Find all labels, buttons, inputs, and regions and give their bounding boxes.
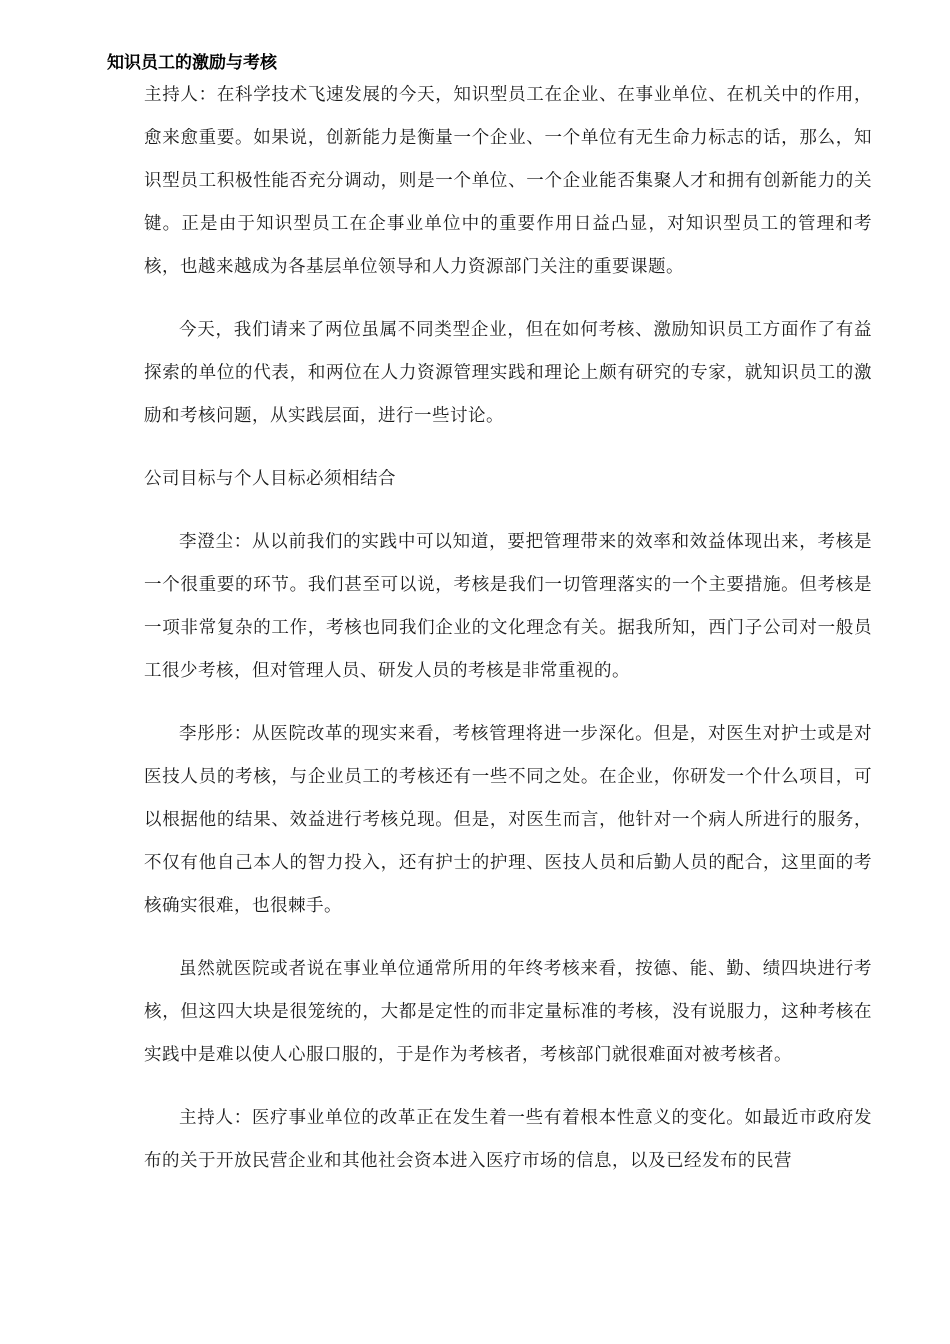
section-heading: 公司目标与个人目标必须相结合 (144, 469, 396, 489)
paragraph-gap (144, 438, 872, 458)
paragraph-gap (144, 693, 872, 713)
paragraph-host-intro: 主持人：在科学技术飞速发展的今天，知识型员工在企业、在事业单位、在机关中的作用，愈来愈重要。如果说，创新能力是衡量一个企业、一个单位有无生命力标志的话，那么，知识型员工积极性能否充分调动，则是一个单位、一个企业能否集聚人才和拥有创新能力的关键。正是由于知识型员工在企事业单位中的重要作用日益凸显，对知识型员工的管理和考核，也越来越成为各基层单位领导和人力资源部门关注的重要课题。 (144, 85, 872, 277)
paragraph-host-reform: 主持人：医疗事业单位的改革正在发生着一些有着根本性意义的变化。如最近市政府发布的关于开放民营企业和其他社会资本进入医疗市场的信息，以及已经发布的民营 (144, 1108, 872, 1171)
paragraph-gap (144, 501, 872, 521)
paragraph-guests-intro: 今天，我们请来了两位虽属不同类型企业，但在如何考核、激励知识员工方面作了有益探索的单位的代表，和两位在人力资源管理实践和理论上颇有研究的专家，就知识员工的激励和考核问题，从实践层面，进行一些讨论。 (144, 320, 872, 426)
paragraph-li-chengchen: 李澄尘：从以前我们的实践中可以知道，要把管理带来的效率和效益体现出来，考核是一个很重要的环节。我们甚至可以说，考核是我们一切管理落实的一个主要措施。但考核是一项非常复杂的工作，考核也同我们企业的文化理念有关。据我所知，西门子公司对一般员工很少考核，但对管理人员、研发人员的考核是非常重视的。 (144, 532, 872, 681)
paragraph-gap (144, 289, 872, 309)
paragraph-gap (144, 1077, 872, 1097)
document-body (144, 74, 872, 1183)
document-title: 知识员工的激励与考核 (107, 53, 277, 73)
paragraph-li-tongtong: 李彤彤：从医院改革的现实来看，考核管理将进一步深化。但是，对医生对护士或是对医技人员的考核，与企业员工的考核还有一些不同之处。在企业，你研发一个什么项目，可以根据他的结果、效益进行考核兑现。但是，对医生而言，他针对一个病人所进行的服务，不仅有他自己本人的智力投入，还有护士的护理、医技人员和后勤人员的配合，这里面的考核确实很难，也很棘手。 (144, 724, 872, 916)
paragraph-gap (144, 928, 872, 948)
paragraph-annual-review: 虽然就医院或者说在事业单位通常所用的年终考核来看，按德、能、勤、绩四块进行考核，但这四大块是很笼统的，大都是定性的而非定量标准的考核，没有说服力，这种考核在实践中是难以使人心服口服的，于是作为考核者，考核部门就很难面对被考核者。 (144, 959, 872, 1065)
